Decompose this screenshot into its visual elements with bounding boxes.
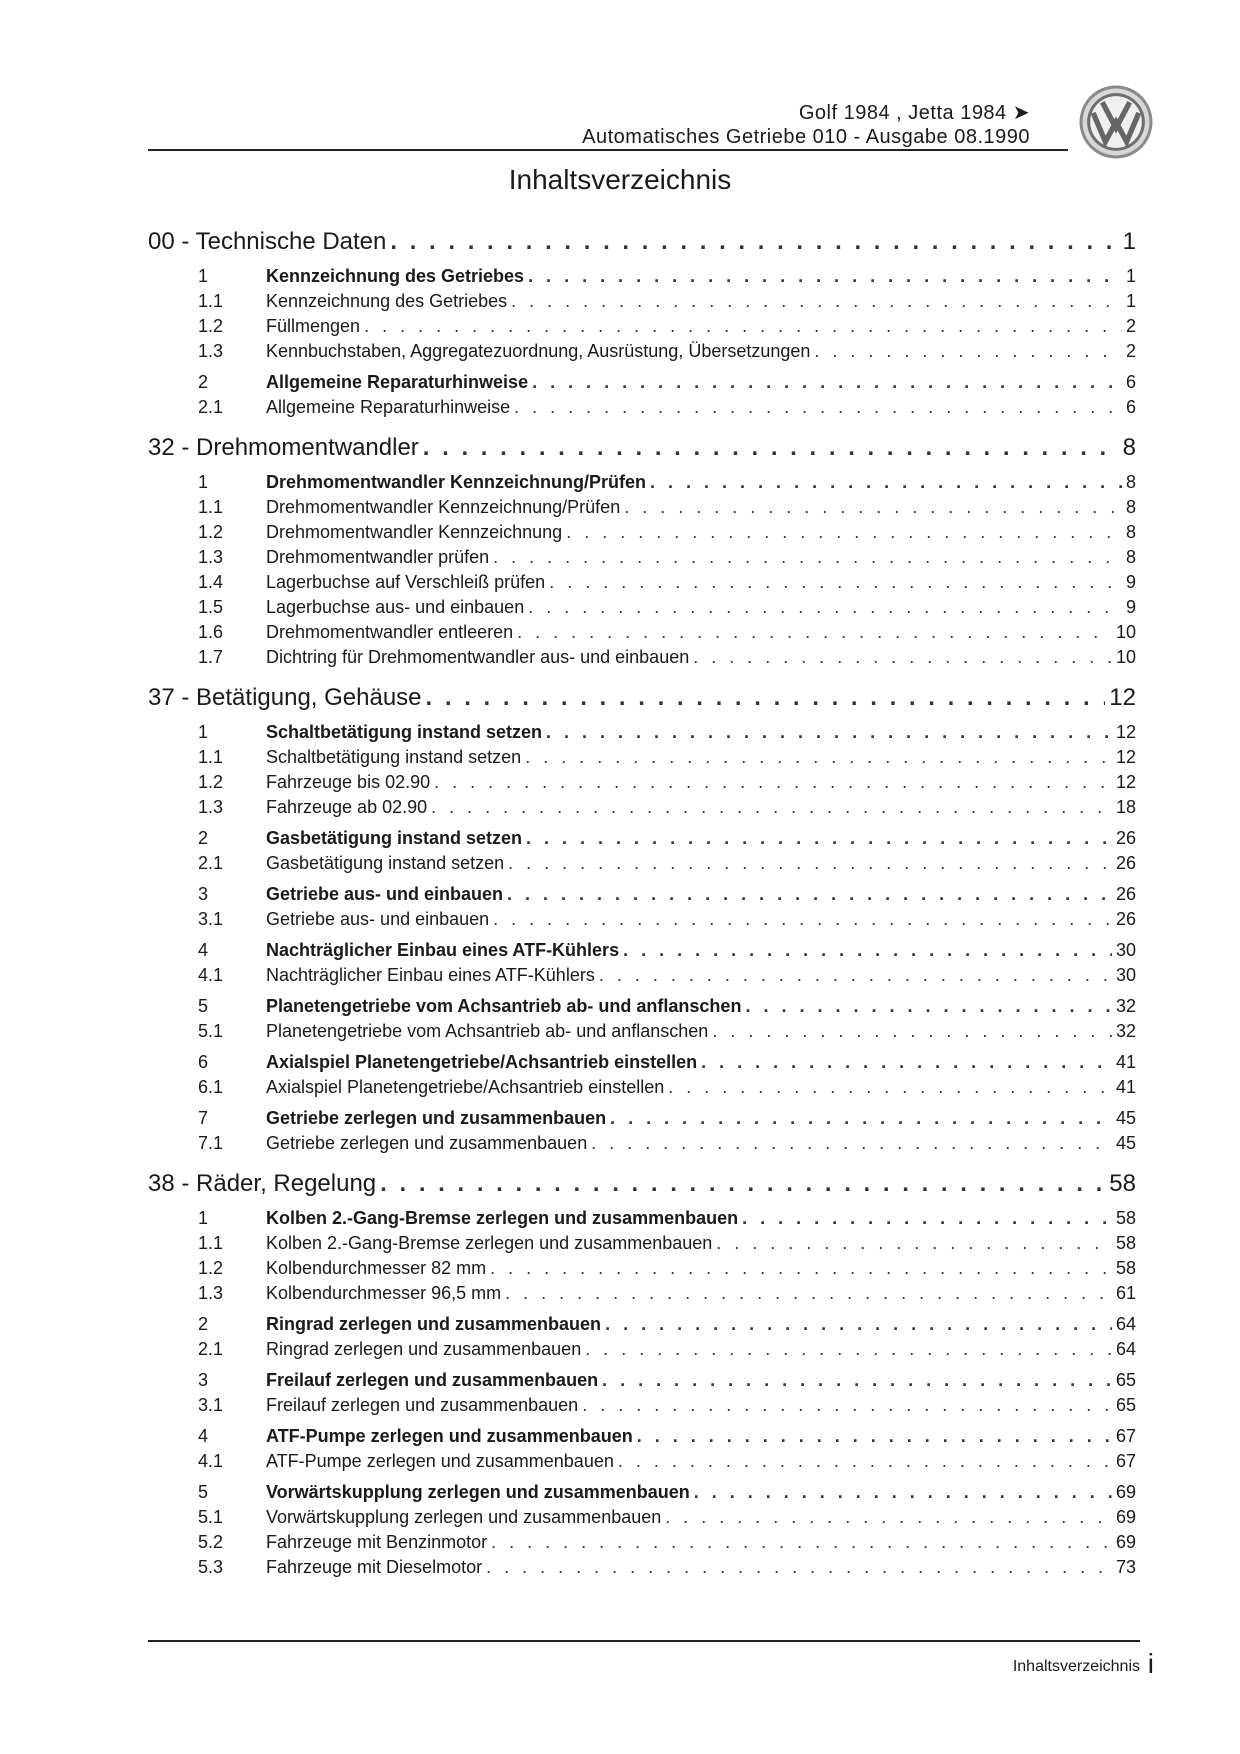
toc-entry-title: Kennbuchstaben, Aggregatezuordnung, Ausrüstung, Übersetzungen: [266, 341, 811, 361]
toc-entry-title: ATF-Pumpe zerlegen und zusammenbauen: [266, 1451, 614, 1471]
toc-entry-number: 2.1: [198, 1339, 224, 1359]
toc-page-number: 6: [1125, 397, 1136, 417]
toc-dot-leader: [623, 940, 1112, 961]
toc-dot-leader: [605, 1314, 1112, 1335]
toc-entry-number: 5.1: [198, 1021, 224, 1041]
toc-entry-title: 32 - Drehmomentwandler: [148, 434, 419, 461]
toc-entry-number: 6.1: [198, 1077, 224, 1097]
toc-entry-number: 5: [198, 996, 209, 1016]
toc-entry-title: Kolbendurchmesser 82 mm: [266, 1258, 487, 1278]
toc-page-number: 8: [1125, 472, 1136, 492]
toc-section[interactable]: [148, 1314, 1136, 1339]
toc-entry-number: 3.1: [198, 1395, 224, 1415]
toc-page-number: 8: [1125, 547, 1136, 567]
toc-dot-leader: [364, 316, 1122, 337]
toc-dot-leader: [693, 647, 1112, 668]
toc-entry-title: Kolben 2.-Gang-Bremse zerlegen und zusammenbauen: [266, 1208, 739, 1228]
toc-dot-leader: [493, 547, 1122, 568]
toc-subsection[interactable]: [148, 522, 1136, 547]
toc-entry-number: 5.2: [198, 1532, 224, 1552]
toc-section[interactable]: [148, 1108, 1136, 1133]
toc-dot-leader: [423, 434, 1119, 462]
toc-entry-title: 38 - Räder, Regelung: [148, 1170, 377, 1197]
toc-subsection[interactable]: [148, 1451, 1136, 1476]
toc-dot-leader: [624, 497, 1122, 518]
toc-entry-title: Drehmomentwandler Kennzeichnung/Prüfen: [266, 497, 621, 517]
toc-entry-title: 37 - Betätigung, Gehäuse: [148, 684, 422, 711]
toc-page-number: 58: [1115, 1208, 1136, 1228]
toc-subsection[interactable]: [148, 1339, 1136, 1364]
toc-dot-leader: [514, 397, 1122, 418]
toc-page-number: 8: [1125, 497, 1136, 517]
toc-entry-number: 2: [198, 1314, 209, 1334]
toc-page-number: 45: [1115, 1133, 1136, 1153]
toc-page-number: 1: [1125, 266, 1136, 286]
toc-entry-title: Füllmengen: [266, 316, 361, 336]
toc-subsection[interactable]: [148, 1258, 1136, 1283]
toc-entry-number: 1.3: [198, 547, 224, 567]
toc-entry-number: 1.1: [198, 1233, 224, 1253]
toc-entry-title: Getriebe aus- und einbauen: [266, 884, 504, 904]
toc-entry-number: 4: [198, 1426, 209, 1446]
toc-entry-title: Allgemeine Reparaturhinweise: [266, 397, 511, 417]
toc-section[interactable]: [148, 1370, 1136, 1395]
toc-chapter[interactable]: [148, 1170, 1136, 1202]
toc-subsection[interactable]: [148, 1395, 1136, 1420]
toc-subsection[interactable]: [148, 772, 1136, 797]
toc-dot-leader: [426, 684, 1106, 712]
toc-subsection[interactable]: [148, 291, 1136, 316]
toc-entry-title: Vorwärtskupplung zerlegen und zusammenbauen: [266, 1507, 662, 1527]
toc-dot-leader: [668, 1077, 1112, 1098]
toc-entry-number: 1.7: [198, 647, 224, 667]
toc-entry-title: Fahrzeuge bis 02.90: [266, 772, 431, 792]
toc-subsection[interactable]: [148, 622, 1136, 647]
toc-page-number: 12: [1115, 747, 1136, 767]
toc-dot-leader: [390, 228, 1118, 256]
toc-dot-leader: [582, 1395, 1112, 1416]
toc-subsection[interactable]: [148, 747, 1136, 772]
toc-subsection[interactable]: [148, 1283, 1136, 1308]
toc-entry-title: Getriebe zerlegen und zusammenbauen: [266, 1133, 588, 1153]
toc-entry-title: Drehmomentwandler Kennzeichnung: [266, 522, 563, 542]
toc-entry-title: ATF-Pumpe zerlegen und zusammenbauen: [266, 1426, 633, 1446]
toc-subsection[interactable]: [148, 547, 1136, 572]
toc-entry-title: Drehmomentwandler Kennzeichnung/Prüfen: [266, 472, 647, 492]
toc-subsection[interactable]: [148, 1021, 1136, 1046]
toc-entry-number: 4.1: [198, 1451, 224, 1471]
toc-entry-title: Getriebe aus- und einbauen: [266, 909, 490, 929]
toc-entry-title: Ringrad zerlegen und zusammenbauen: [266, 1339, 582, 1359]
vw-logo-icon: [1078, 84, 1154, 160]
toc-dot-leader: [493, 909, 1112, 930]
toc-entry-number: 2.1: [198, 853, 224, 873]
toc-subsection[interactable]: [148, 1233, 1136, 1258]
toc-entry-title: Schaltbetätigung instand setzen: [266, 747, 522, 767]
toc-subsection[interactable]: [148, 647, 1136, 672]
toc-page-number: 64: [1115, 1314, 1136, 1334]
page-title: Inhaltsverzeichnis: [508, 164, 732, 195]
toc-section[interactable]: [148, 996, 1136, 1021]
toc-entry-title: Gasbetätigung instand setzen: [266, 828, 523, 848]
toc-entry-number: 1.1: [198, 497, 224, 517]
toc-page-number: 2: [1125, 316, 1136, 336]
toc-entry-title: 00 - Technische Daten: [148, 228, 387, 255]
toc-page-number: 26: [1115, 853, 1136, 873]
toc-dot-leader: [507, 884, 1112, 905]
toc-entry-number: 2.1: [198, 397, 224, 417]
toc-subsection[interactable]: [148, 341, 1136, 366]
toc-entry-title: Dichtring für Drehmomentwandler aus- und einbauen: [266, 647, 690, 667]
toc-dot-leader: [431, 797, 1112, 818]
toc-page-number: 32: [1115, 1021, 1136, 1041]
toc-page-number: 41: [1115, 1077, 1136, 1097]
toc-subsection[interactable]: [148, 1557, 1136, 1582]
toc-chapter[interactable]: [148, 228, 1136, 260]
toc-section[interactable]: [148, 372, 1136, 397]
toc-dot-leader: [637, 1426, 1112, 1447]
toc-dot-leader: [591, 1133, 1112, 1154]
toc-entry-number: 3: [198, 884, 209, 904]
toc-page-number: 10: [1115, 622, 1136, 642]
toc-entry-number: 1.1: [198, 291, 224, 311]
toc-subsection[interactable]: [148, 597, 1136, 622]
toc-chapter[interactable]: [148, 684, 1136, 716]
toc-page-number: 12: [1109, 684, 1136, 711]
toc-dot-leader: [434, 772, 1112, 793]
header-divider: [148, 149, 1068, 151]
toc-dot-leader: [610, 1108, 1112, 1129]
toc-dot-leader: [716, 1233, 1112, 1254]
toc-entry-number: 1.3: [198, 797, 224, 817]
toc-page-number: 10: [1115, 647, 1136, 667]
toc-dot-leader: [546, 722, 1112, 743]
toc-entry-title: Drehmomentwandler entleeren: [266, 622, 514, 642]
toc-page-number: 9: [1125, 572, 1136, 592]
toc-entry-number: 1.3: [198, 1283, 224, 1303]
toc-page-number: 61: [1115, 1283, 1136, 1303]
toc-page-number: 12: [1115, 772, 1136, 792]
toc-entry-number: 1: [198, 722, 209, 742]
toc-page-number: 67: [1115, 1426, 1136, 1446]
table-of-contents: [148, 228, 1136, 1582]
toc-dot-leader: [742, 1208, 1112, 1229]
toc-dot-leader: [712, 1021, 1112, 1042]
toc-page-number: 45: [1115, 1108, 1136, 1128]
toc-entry-number: 5: [198, 1482, 209, 1502]
toc-page-number: 58: [1115, 1233, 1136, 1253]
toc-section[interactable]: [148, 266, 1136, 291]
toc-page-number: 1: [1122, 228, 1136, 255]
toc-dot-leader: [650, 472, 1122, 493]
toc-page-number: 12: [1115, 722, 1136, 742]
toc-entry-title: Schaltbetätigung instand setzen: [266, 722, 543, 742]
toc-entry-title: Vorwärtskupplung zerlegen und zusammenbauen: [266, 1482, 690, 1502]
toc-page-number: 8: [1125, 522, 1136, 542]
toc-dot-leader: [526, 828, 1112, 849]
toc-entry-number: 5.3: [198, 1557, 224, 1577]
toc-entry-title: Nachträglicher Einbau eines ATF-Kühlers: [266, 940, 620, 960]
toc-page-number: 1: [1125, 291, 1136, 311]
toc-page-number: 64: [1115, 1339, 1136, 1359]
toc-page-number: 26: [1115, 909, 1136, 929]
toc-entry-number: 1.2: [198, 772, 224, 792]
toc-entry-number: 3.1: [198, 909, 224, 929]
toc-subsection[interactable]: [148, 965, 1136, 990]
toc-dot-leader: [602, 1370, 1112, 1391]
toc-dot-leader: [491, 1532, 1112, 1553]
toc-page-number: 41: [1115, 1052, 1136, 1072]
toc-subsection[interactable]: [148, 909, 1136, 934]
toc-dot-leader: [694, 1482, 1112, 1503]
toc-entry-number: 1: [198, 472, 209, 492]
footer-divider: [148, 1640, 1140, 1642]
toc-dot-leader: [490, 1258, 1112, 1279]
toc-chapter[interactable]: [148, 434, 1136, 466]
header-vehicle-line: Golf 1984 , Jetta 1984 ➤: [798, 102, 1030, 124]
toc-entry-title: Fahrzeuge mit Dieselmotor: [266, 1557, 483, 1577]
toc-entry-title: Allgemeine Reparaturhinweise: [266, 372, 529, 392]
toc-dot-leader: [745, 996, 1112, 1017]
toc-section[interactable]: [148, 940, 1136, 965]
toc-entry-title: Axialspiel Planetengetriebe/Achsantrieb einstellen: [266, 1077, 665, 1097]
toc-entry-number: 1.2: [198, 316, 224, 336]
toc-entry-number: 1: [198, 1208, 209, 1228]
toc-subsection[interactable]: [148, 572, 1136, 597]
toc-subsection[interactable]: [148, 1507, 1136, 1532]
toc-section[interactable]: [148, 884, 1136, 909]
toc-section[interactable]: [148, 1426, 1136, 1451]
toc-entry-number: 1: [198, 266, 209, 286]
toc-entry-number: 1.3: [198, 341, 224, 361]
toc-entry-title: Nachträglicher Einbau eines ATF-Kühlers: [266, 965, 595, 985]
toc-entry-title: Kolbendurchmesser 96,5 mm: [266, 1283, 502, 1303]
toc-entry-title: Fahrzeuge mit Benzinmotor: [266, 1532, 488, 1552]
toc-entry-number: 7: [198, 1108, 209, 1128]
toc-subsection[interactable]: [148, 1077, 1136, 1102]
toc-dot-leader: [701, 1052, 1112, 1073]
toc-subsection[interactable]: [148, 853, 1136, 878]
toc-entry-number: 1.6: [198, 622, 224, 642]
toc-page-number: 2: [1125, 341, 1136, 361]
toc-entry-title: Kennzeichnung des Getriebes: [266, 266, 525, 286]
toc-page-number: 8: [1122, 434, 1136, 461]
toc-entry-number: 4.1: [198, 965, 224, 985]
toc-subsection[interactable]: [148, 1532, 1136, 1557]
footer-page-number: i: [1147, 1648, 1154, 1679]
toc-dot-leader: [532, 372, 1122, 393]
toc-dot-leader: [528, 266, 1122, 287]
toc-page-number: 69: [1115, 1507, 1136, 1527]
toc-subsection[interactable]: [148, 316, 1136, 341]
toc-entry-title: Fahrzeuge ab 02.90: [266, 797, 428, 817]
toc-section[interactable]: [148, 828, 1136, 853]
toc-entry-title: Gasbetätigung instand setzen: [266, 853, 505, 873]
toc-entry-title: Kolben 2.-Gang-Bremse zerlegen und zusammenbauen: [266, 1233, 713, 1253]
toc-dot-leader: [814, 341, 1122, 362]
toc-dot-leader: [511, 291, 1122, 312]
toc-dot-leader: [585, 1339, 1112, 1360]
toc-subsection[interactable]: [148, 497, 1136, 522]
toc-section[interactable]: [148, 1052, 1136, 1077]
toc-page-number: 6: [1125, 372, 1136, 392]
toc-page-number: 26: [1115, 828, 1136, 848]
toc-entry-title: Kennzeichnung des Getriebes: [266, 291, 508, 311]
toc-subsection[interactable]: [148, 397, 1136, 422]
toc-page-number: 69: [1115, 1482, 1136, 1502]
toc-entry-title: Freilauf zerlegen und zusammenbauen: [266, 1395, 579, 1415]
toc-entry-title: Ringrad zerlegen und zusammenbauen: [266, 1314, 602, 1334]
toc-entry-number: 3: [198, 1370, 209, 1390]
toc-entry-title: Freilauf zerlegen und zusammenbauen: [266, 1370, 599, 1390]
toc-page-number: 65: [1115, 1395, 1136, 1415]
toc-entry-number: 1.1: [198, 747, 224, 767]
toc-entry-title: Axialspiel Planetengetriebe/Achsantrieb einstellen: [266, 1052, 698, 1072]
toc-dot-leader: [549, 572, 1122, 593]
toc-entry-number: 1.2: [198, 522, 224, 542]
toc-subsection[interactable]: [148, 1133, 1136, 1158]
toc-section[interactable]: [148, 722, 1136, 747]
toc-page-number: 65: [1115, 1370, 1136, 1390]
toc-page-number: 26: [1115, 884, 1136, 904]
toc-entry-title: Lagerbuchse auf Verschleiß prüfen: [266, 572, 546, 592]
toc-entry-number: 5.1: [198, 1507, 224, 1527]
toc-page-number: 73: [1115, 1557, 1136, 1577]
toc-dot-leader: [525, 747, 1112, 768]
toc-entry-number: 6: [198, 1052, 209, 1072]
toc-dot-leader: [566, 522, 1122, 543]
toc-page-number: 30: [1115, 965, 1136, 985]
toc-entry-title: Drehmomentwandler prüfen: [266, 547, 490, 567]
toc-entry-title: Lagerbuchse aus- und einbauen: [266, 597, 525, 617]
toc-dot-leader: [618, 1451, 1112, 1472]
toc-dot-leader: [528, 597, 1122, 618]
toc-entry-number: 1.4: [198, 572, 224, 592]
toc-entry-title: Getriebe zerlegen und zusammenbauen: [266, 1108, 607, 1128]
toc-page-number: 58: [1109, 1170, 1136, 1197]
toc-page-number: 18: [1115, 797, 1136, 817]
toc-dot-leader: [599, 965, 1112, 986]
toc-subsection[interactable]: [148, 797, 1136, 822]
toc-dot-leader: [486, 1557, 1112, 1578]
toc-entry-number: 4: [198, 940, 209, 960]
toc-entry-number: 7.1: [198, 1133, 224, 1153]
toc-page-number: 69: [1115, 1532, 1136, 1552]
toc-page-number: 30: [1115, 940, 1136, 960]
header-manual-line: Automatisches Getriebe 010 - Ausgabe 08.1990: [582, 126, 1030, 148]
toc-section[interactable]: [148, 1482, 1136, 1507]
toc-entry-number: 2: [198, 828, 209, 848]
toc-page-number: 67: [1115, 1451, 1136, 1471]
toc-entry-title: Planetengetriebe vom Achsantrieb ab- und anflanschen: [266, 996, 742, 1016]
toc-entry-number: 2: [198, 372, 209, 392]
toc-entry-title: Planetengetriebe vom Achsantrieb ab- und anflanschen: [266, 1021, 709, 1041]
toc-dot-leader: [380, 1170, 1105, 1198]
footer-label: Inhaltsverzeichnis: [1012, 1658, 1140, 1675]
toc-page-number: 9: [1125, 597, 1136, 617]
toc-dot-leader: [517, 622, 1112, 643]
toc-dot-leader: [508, 853, 1112, 874]
toc-section[interactable]: [148, 472, 1136, 497]
toc-dot-leader: [505, 1283, 1112, 1304]
toc-page-number: 58: [1115, 1258, 1136, 1278]
toc-entry-number: 1.5: [198, 597, 224, 617]
toc-entry-number: 1.2: [198, 1258, 224, 1278]
toc-section[interactable]: [148, 1208, 1136, 1233]
toc-page-number: 32: [1115, 996, 1136, 1016]
toc-dot-leader: [665, 1507, 1112, 1528]
